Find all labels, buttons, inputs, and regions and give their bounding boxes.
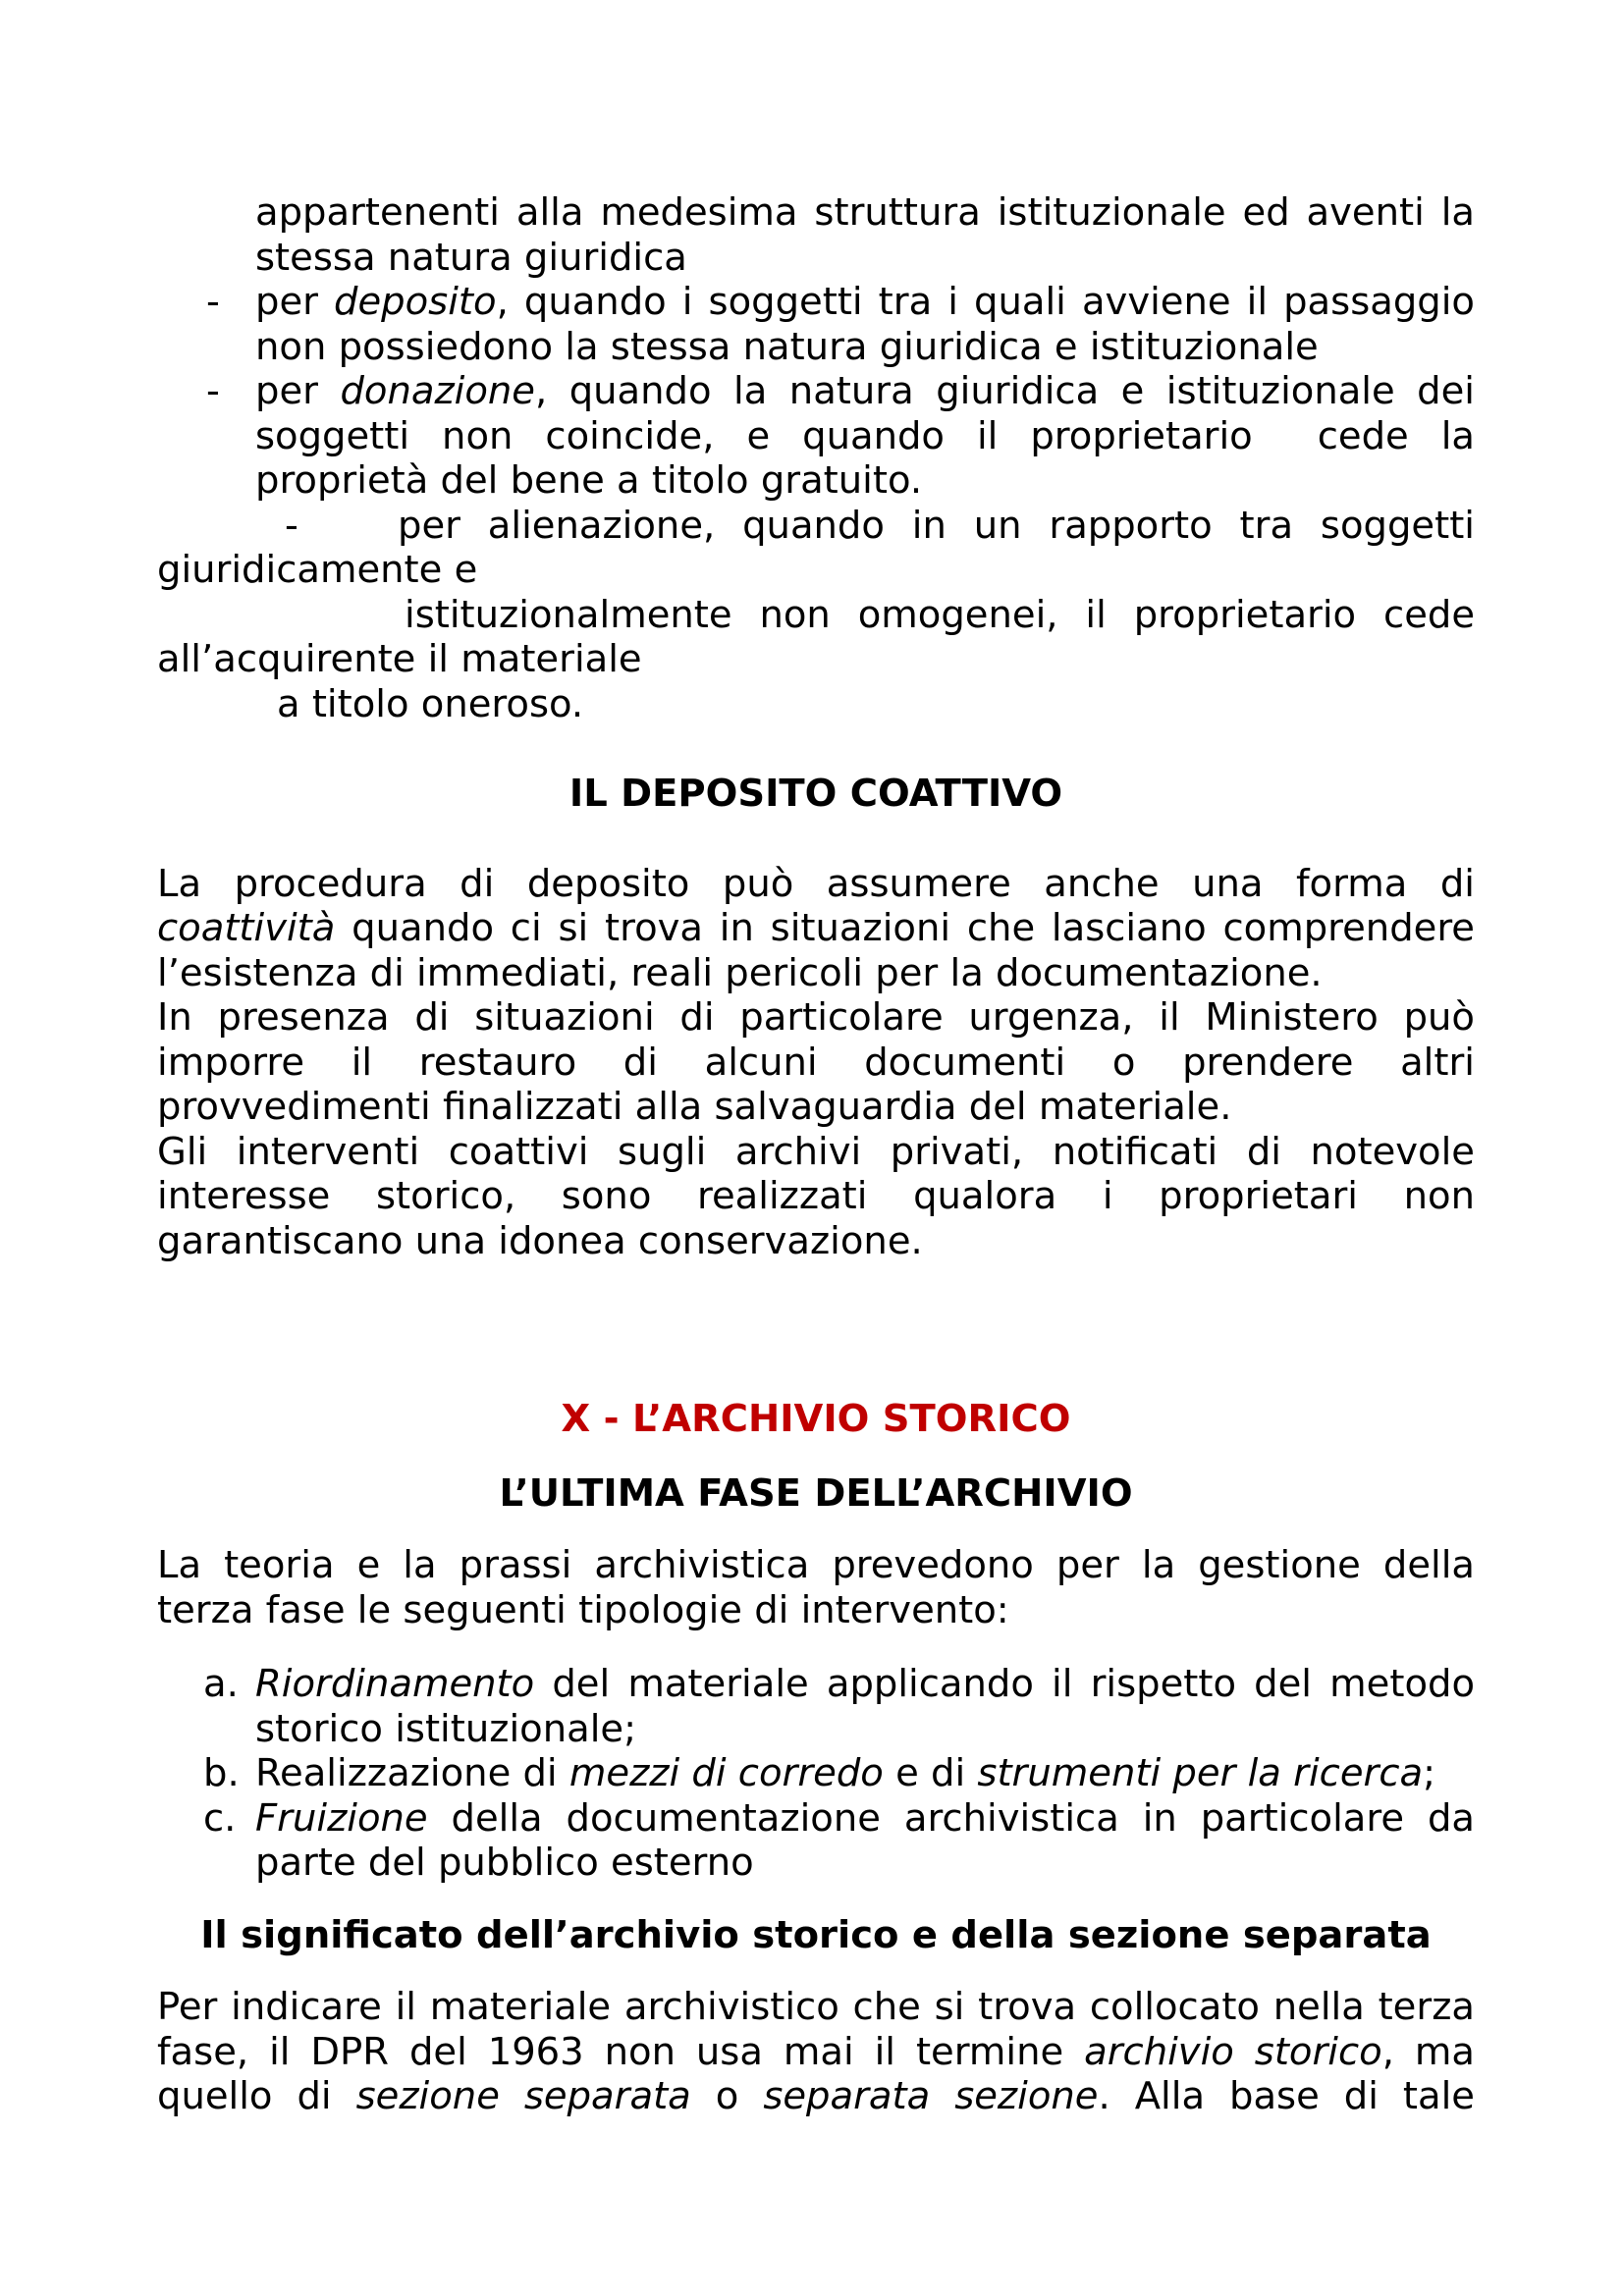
document-page (157, 190, 1475, 2119)
chapter-subtitle: L’ULTIMA FASE DELL’ARCHIVIO (499, 1470, 1133, 1516)
paragraph-urgenza: In presenza di situazioni di particolare urgenza, il Ministero può imporre il restauro di alcuni documenti o prendere altri provvedimenti finalizzati alla salvaguardia del materiale. (157, 995, 1475, 1129)
list-marker: a. (203, 1662, 239, 1706)
list-item-riordinamento: a. Riordinamento del materiale applicando il rispetto del metodo storico istituzionale; (203, 1662, 1475, 1751)
list-item-deposito: - per deposito, quando i soggetti tra i quali avviene il passaggio non possiedono la stessa natura giuridica e istituzionale (206, 280, 1475, 369)
list-dash: - (285, 503, 298, 548)
paragraph-coattivita: La procedura di deposito può assumere anche una forma di coattività quando ci si trova in situazioni che lasciano comprendere l’esistenza di immediati, reali pericoli per la documentazione. (157, 861, 1475, 995)
section-heading-significato: Il significato dell’archivio storico e della sezione separata (200, 1912, 1432, 1957)
list-dash: - (206, 280, 220, 324)
section-heading-deposito-coattivo: IL DEPOSITO COATTIVO (568, 772, 1063, 816)
list-continuation-line: stessa natura giuridica (255, 235, 687, 280)
list-marker: c. (203, 1795, 237, 1841)
list-item-mezzi-di-corredo: b. Realizzazione di mezzi di corredo e di strumenti per la ricerca; (203, 1751, 1436, 1795)
list-item-donazione: - per donazione, quando la natura giuridica e istituzionale dei soggetti non coincide, e quando il proprietario cede la proprietà del bene a titolo gratuito. (206, 369, 1475, 503)
list-marker: b. (203, 1751, 240, 1795)
list-item-fruizione: c. Fruizione della documentazione archivistica in particolare da parte del pubblico esterno (203, 1795, 1475, 1885)
list-item-alienazione: - per alienazione, quando in un rapporto tra soggetti giuridicamente e istituzionalmente non omogenei, il proprietario cede all’acquirente il materiale a titolo oneroso. (157, 503, 1475, 726)
paragraph-intro: La teoria e la prassi archivistica prevedono per la gestione della terza fase le seguenti tipologie di intervento: (157, 1543, 1475, 1632)
chapter-title: X - L’ARCHIVIO STORICO (561, 1397, 1071, 1441)
paragraph-interventi-coattivi: Gli interventi coattivi sugli archivi privati, notificati di notevole interesse storico, sono realizzati qualora i proprietari non garantiscano una idonea conservazione. (157, 1129, 1475, 1263)
paragraph-sezione-separata: Per indicare il materiale archivistico che si trova collocato nella terza fase, il DPR del 1963 non usa mai il termine archivio storico, ma quello di sezione separata o separata sezione. Alla base di tale (157, 1985, 1476, 2118)
list-continuation-line: appartenenti alla medesima struttura istituzionale ed aventi la (255, 190, 1475, 235)
list-dash: - (206, 369, 220, 413)
